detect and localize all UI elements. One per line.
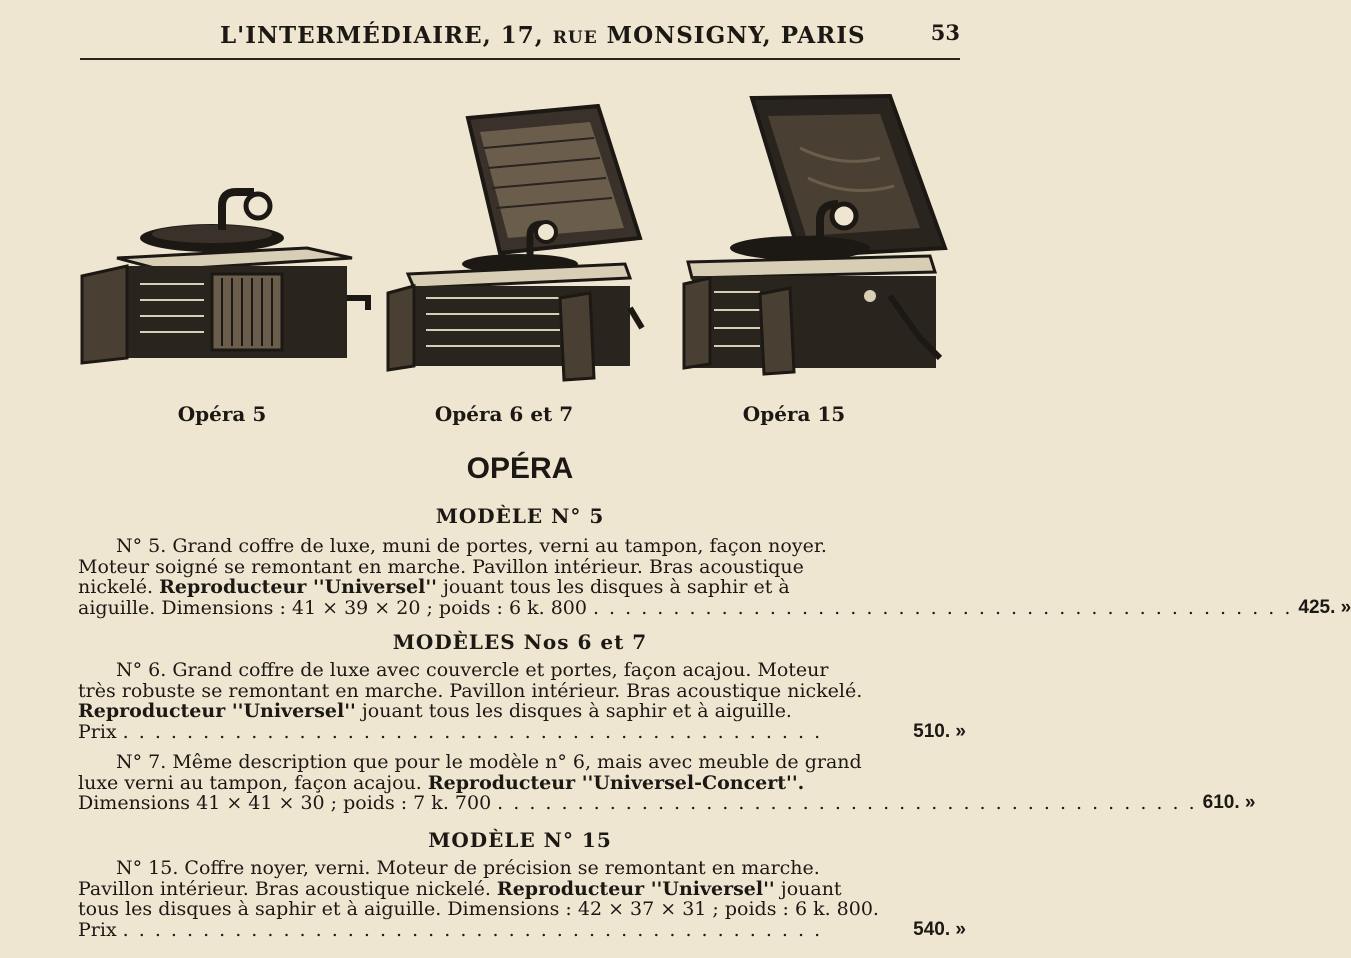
price-model-6: 510. » (913, 720, 966, 742)
price-model-15: 540. » (913, 918, 966, 940)
price-line (78, 596, 1351, 619)
dot-leader: . . . . . . . . . . . . . . . . . . . . . . . . . . . . . . . . . . . . . . . . . . . . (592, 596, 1293, 619)
text-line: Moteur soigné se remontant en marche. Pavillon intérieur. Bras acoustique (78, 555, 804, 578)
price-line (78, 920, 966, 941)
description-model-7 (78, 751, 1256, 814)
dot-leader: . . . . . . . . . . . . . . . . . . . . . . . . . . . . . . . . . . . . . . . . . . . . (122, 918, 823, 941)
price-model-7: 610. » (1202, 792, 1256, 813)
text-line: N° 15. Coffre noyer, verni. Moteur de précision se remontant en marche. (116, 857, 820, 879)
price-model-5: 425. » (1298, 596, 1351, 618)
title-small-caps: RUE (552, 28, 598, 48)
dot-leader: . . . . . . . . . . . . . . . . . . . . . . . . . . . . . . . . . . . . . . . . . . . . (122, 720, 823, 743)
dimensions-text: aiguille. Dimensions : 41 × 39 × 20 ; poids : 6 k. 800 (78, 596, 587, 619)
price-label: Prix (78, 918, 117, 941)
caption-opera-15: Opéra 15 (742, 402, 846, 426)
text-line: N° 6. Grand coffre de luxe avec couvercle et portes, façon acajou. Moteur (116, 659, 829, 681)
price-line (78, 722, 966, 743)
description-model-6 (78, 660, 966, 742)
text-fragment: luxe verni au tampon, façon acajou. (78, 771, 428, 794)
text-line: N° 7. Même description que pour le modèle n° 6, mais avec meuble de grand (116, 751, 862, 773)
text-line (78, 701, 966, 722)
text-fragment: jouant tous les disques à saphir et à (436, 576, 790, 598)
heading-models-6-7: MODÈLES Nos 6 et 7 (392, 630, 648, 654)
caption-opera-5: Opéra 5 (177, 402, 267, 426)
gramophone-lid-open-icon (380, 88, 680, 388)
gramophone-cabinet-icon (680, 88, 980, 388)
text-line (78, 577, 966, 598)
dot-leader: . . . . . . . . . . . . . . . . . . . . . . . . . . . . . . . . . . . . . . . . . . . . (497, 792, 1197, 814)
gramophone-doors-open-icon (72, 88, 372, 388)
text-line (78, 879, 966, 900)
title-part-2: MONSIGNY, PARIS (597, 22, 866, 49)
running-title (220, 22, 866, 49)
caption-opera-6-7: Opéra 6 et 7 (434, 402, 574, 426)
text-line: N° 5. Grand coffre de luxe, muni de portes, verni au tampon, façon noyer. (116, 535, 827, 557)
dimensions-text: Dimensions 41 × 41 × 30 ; poids : 7 k. 700 (78, 792, 492, 814)
text-line (78, 773, 966, 794)
description-model-5 (78, 535, 1351, 619)
reproducer-name: Reproducteur ''Universel'' (496, 877, 775, 900)
text-line: très robuste se remontant en marche. Pavillon intérieur. Bras acoustique nickelé. (78, 679, 863, 702)
text-fragment: Pavillon intérieur. Bras acoustique nickelé. (78, 877, 497, 900)
text-fragment: jouant tous les disques à saphir et à aiguille. (355, 700, 792, 722)
heading-model-15: MODÈLE N° 15 (428, 828, 612, 852)
text-line: tous les disques à saphir et à aiguille. Dimensions : 42 × 37 × 31 ; poids : 6 k. 800. (78, 898, 879, 920)
price-line (78, 792, 1256, 814)
running-header (80, 18, 960, 60)
heading-model-5: MODÈLE N° 5 (435, 504, 605, 528)
reproducer-name: Reproducteur ''Universel'' (78, 700, 356, 722)
main-title: OPÉRA (466, 452, 574, 485)
reproducer-name: Reproducteur ''Universel'' (159, 576, 437, 598)
title-part-1: L'INTERMÉDIAIRE, 17, (220, 22, 553, 49)
price-label: Prix (78, 720, 117, 743)
reproducer-name: Reproducteur ''Universel-Concert''. (427, 771, 805, 794)
description-model-15 (78, 858, 966, 940)
page-number: 53 (930, 20, 960, 45)
text-fragment: jouant (774, 877, 842, 900)
text-fragment: nickelé. (78, 576, 160, 598)
